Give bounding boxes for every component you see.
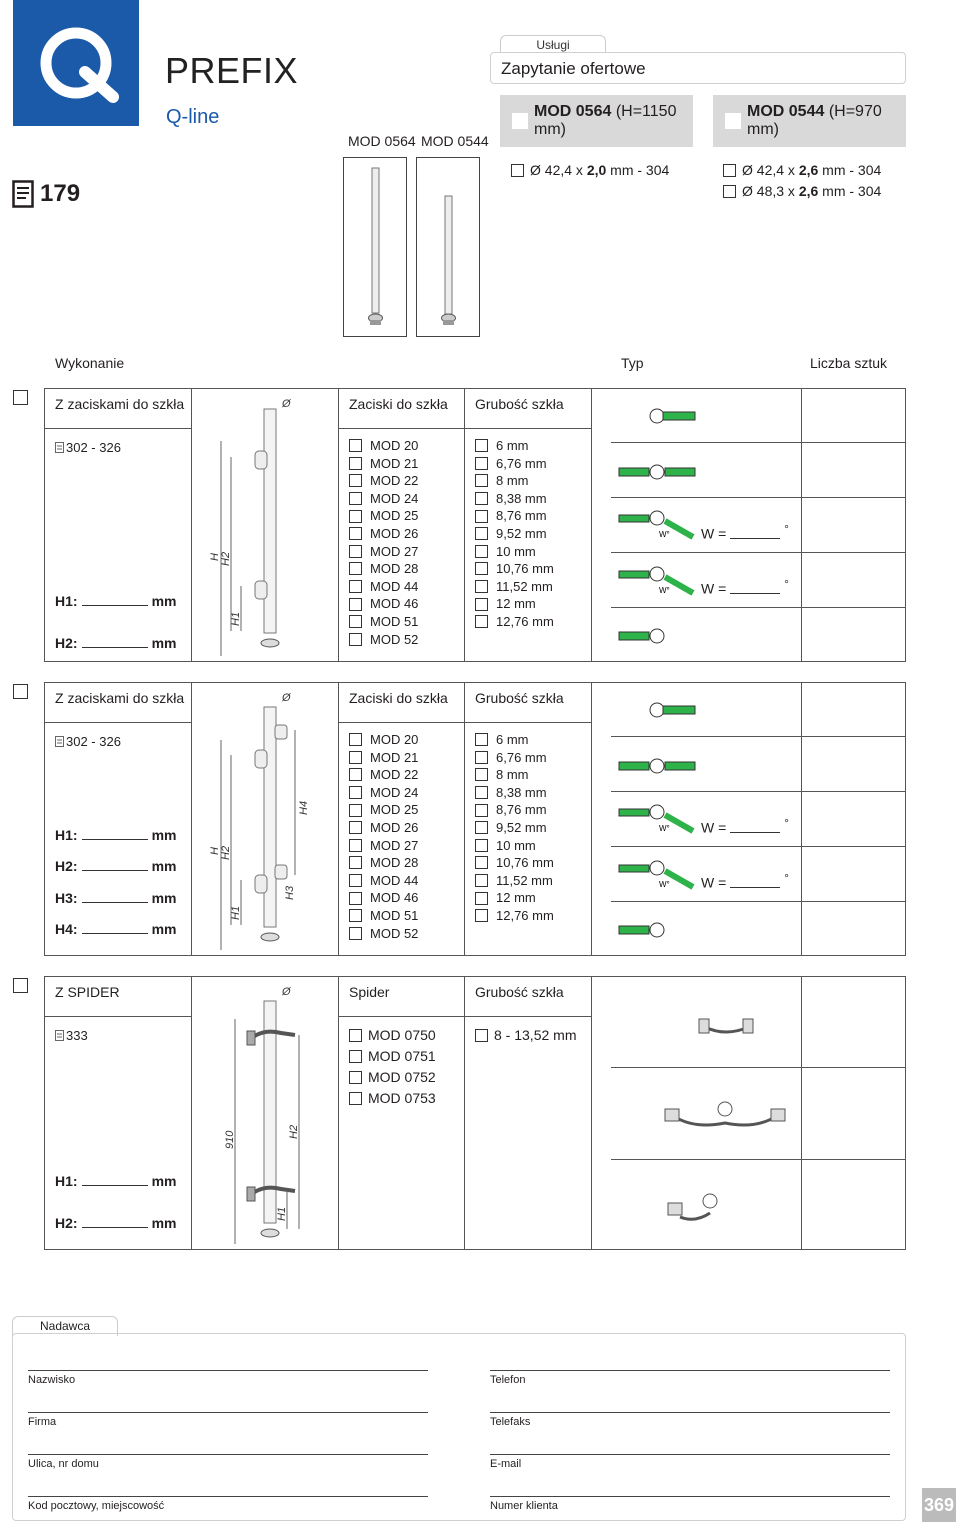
field-nazwisko[interactable]: Nazwisko (28, 1374, 76, 1386)
h4-input[interactable]: H4: mm (55, 921, 177, 937)
opt-wall: 2,0 (586, 162, 607, 178)
clamp-option[interactable]: MOD 26 (349, 525, 418, 543)
thickness-option[interactable]: 6 mm (475, 437, 554, 455)
section1-checkbox[interactable] (13, 390, 28, 405)
section-title: Z zaciskami do szkła (55, 396, 185, 412)
checkbox[interactable] (725, 113, 741, 129)
opt-text: Ø 42,4 x (742, 162, 799, 178)
spider-single-icon (685, 1007, 765, 1047)
svg-text:W°: W° (659, 880, 670, 889)
opt-text: Ø 42,4 x (530, 162, 587, 178)
thickness-option[interactable]: 6 mm (475, 731, 554, 749)
clamp-option[interactable]: MOD 46 (349, 889, 418, 907)
angle-input[interactable]: W = ° (701, 578, 789, 597)
col-thickness: Grubość szkła (475, 690, 564, 706)
thickness-option[interactable]: 12,76 mm (475, 907, 554, 925)
ref-text: 333 (66, 1028, 88, 1043)
svg-text:W°: W° (659, 586, 670, 595)
svg-text:910: 910 (224, 1130, 236, 1149)
dim-label: H (209, 553, 221, 561)
clamp-option[interactable]: MOD 20 (349, 731, 418, 749)
option-48-2-6[interactable] (723, 183, 881, 199)
clamp-option[interactable]: MOD 28 (349, 560, 418, 578)
clamp-option[interactable]: MOD 21 (349, 749, 418, 767)
opt-text: mm - 304 (606, 162, 670, 178)
field-telefon[interactable]: Telefon (490, 1374, 526, 1386)
post-diagram-icon (195, 685, 335, 953)
clamp-type-inline-icon (615, 751, 725, 781)
col-clamps: Zaciski do szkła (349, 396, 448, 412)
page-ref-number: 179 (40, 180, 81, 207)
svg-text:H: H (209, 847, 221, 855)
ref-text: 302 - 326 (66, 734, 121, 749)
thickness-option[interactable]: 9,52 mm (475, 819, 554, 837)
opt-text: mm - 304 (818, 162, 882, 178)
svg-text:H4: H4 (298, 800, 310, 815)
opt-wall: 2,6 (798, 162, 819, 178)
input-label: H2: (55, 635, 78, 651)
product-code: MOD 0544 (747, 103, 825, 120)
thickness-option[interactable]: 10 mm (475, 543, 554, 561)
svg-text:H1: H1 (230, 905, 242, 920)
h3-input[interactable]: H3: mm (55, 890, 177, 906)
spider-list (349, 1025, 436, 1109)
input-label: H1: (55, 593, 78, 609)
field-telefaks[interactable]: Telefaks (490, 1416, 531, 1428)
page-reference (12, 180, 80, 208)
clamp-option[interactable]: MOD 27 (349, 543, 418, 561)
page-number: 369 (922, 1488, 956, 1522)
svg-text:W°: W° (659, 824, 670, 833)
mod-label-2: MOD 0544 (421, 133, 489, 149)
section-title: Z zaciskami do szkła (55, 690, 185, 706)
product-image-1 (343, 157, 407, 337)
clamp-list (349, 437, 418, 648)
col-wykonanie: Wykonanie (55, 355, 125, 371)
thickness-option[interactable]: 12 mm (475, 889, 554, 907)
spider-option[interactable]: MOD 0750 (349, 1025, 436, 1046)
clamp-option[interactable]: MOD 24 (349, 490, 418, 508)
document-icon (55, 736, 64, 747)
thickness-option[interactable]: 12,76 mm (475, 613, 554, 631)
mod-label-1: MOD 0564 (348, 133, 416, 149)
h1-input[interactable]: H1: mm (55, 827, 177, 843)
thickness-option[interactable]: 8,76 mm (475, 507, 554, 525)
thickness-option[interactable]: 8,38 mm (475, 784, 554, 802)
catalog-ref (55, 734, 121, 749)
clamp-option[interactable]: MOD 20 (349, 437, 418, 455)
clamp-option[interactable]: MOD 22 (349, 472, 418, 490)
clamp-option[interactable]: MOD 44 (349, 578, 418, 596)
thickness-option[interactable]: 10,76 mm (475, 560, 554, 578)
clamp-option[interactable]: MOD 24 (349, 784, 418, 802)
product-header-0564[interactable] (500, 95, 693, 147)
clamp-type-side-icon (615, 621, 705, 651)
angle-input[interactable]: W = ° (701, 817, 789, 836)
spider-double-icon (655, 1097, 795, 1137)
col-liczba: Liczba sztuk (810, 355, 888, 371)
sender-tab[interactable]: Nadawca (12, 1316, 118, 1336)
opt-text: Ø 48,3 x (742, 183, 799, 199)
thickness-option[interactable]: 11,52 mm (475, 578, 554, 596)
opt-text: mm - 304 (818, 183, 882, 199)
field-email[interactable]: E-mail (490, 1458, 522, 1470)
svg-text:H3: H3 (284, 885, 296, 900)
h2-input[interactable]: H2: mm (55, 1215, 177, 1231)
clamp-option[interactable]: MOD 21 (349, 455, 418, 473)
product-code: MOD 0564 (534, 103, 612, 120)
services-title: Zapytanie ofertowe (490, 52, 906, 84)
clamp-option[interactable]: MOD 25 (349, 507, 418, 525)
thickness-list (475, 437, 554, 631)
checkbox[interactable] (512, 113, 528, 129)
svg-text:H2: H2 (220, 845, 232, 860)
document-icon (55, 1030, 64, 1041)
spider-option[interactable]: MOD 0751 (349, 1046, 436, 1067)
clamp-option[interactable]: MOD 26 (349, 819, 418, 837)
clamp-type-inline-icon (615, 457, 725, 487)
h1-input[interactable]: H1: mm (55, 1173, 177, 1189)
clamp-type-side-icon (615, 915, 705, 945)
col-clamps: Zaciski do szkła (349, 690, 448, 706)
document-icon (55, 442, 64, 453)
clamp-option[interactable]: MOD 51 (349, 613, 418, 631)
clamp-type-end-icon (615, 695, 705, 725)
checkbox[interactable] (723, 185, 736, 198)
thickness-option[interactable]: 8 mm (475, 766, 554, 784)
section-2 (44, 682, 906, 956)
clamp-option[interactable]: MOD 22 (349, 766, 418, 784)
clamp-list (349, 731, 418, 942)
clamp-option[interactable]: MOD 52 (349, 925, 418, 943)
dim-label: H2 (220, 551, 232, 566)
services-tab[interactable]: Usługi (500, 35, 606, 55)
field-kod[interactable]: Kod pocztowy, miejscowość (28, 1500, 165, 1512)
option-42-2-6[interactable] (723, 162, 881, 178)
clamp-option[interactable]: MOD 46 (349, 595, 418, 613)
clamp-option[interactable]: MOD 44 (349, 872, 418, 890)
thickness-list (475, 731, 554, 925)
thickness-option[interactable]: 8 mm (475, 472, 554, 490)
catalog-ref (55, 1028, 88, 1043)
clamp-option[interactable]: MOD 52 (349, 631, 418, 649)
clamp-option[interactable]: MOD 51 (349, 907, 418, 925)
dim-label: H1 (230, 611, 242, 626)
thickness-option[interactable]: 10,76 mm (475, 854, 554, 872)
thickness-option[interactable]: 11,52 mm (475, 872, 554, 890)
post-icon (344, 158, 408, 338)
svg-text:H1: H1 (276, 1206, 288, 1221)
h1-input[interactable] (55, 593, 176, 609)
spider-post-diagram-icon (195, 979, 335, 1247)
brand-logo (13, 0, 139, 126)
col-typ: Typ (621, 355, 644, 371)
h2-input[interactable]: H2: mm (55, 858, 177, 874)
col-spider: Spider (349, 984, 390, 1000)
product-height: (H=1150 mm) (534, 103, 677, 138)
angle-input[interactable]: W = ° (701, 523, 789, 542)
svg-text:Ø: Ø (282, 692, 291, 704)
spider-option[interactable]: MOD 0753 (349, 1088, 436, 1109)
spider-thickness-option[interactable]: 8 - 13,52 mm (475, 1027, 576, 1043)
document-icon (12, 180, 34, 208)
sub-brand: Q-line (166, 106, 220, 128)
opt-wall: 2,6 (798, 183, 819, 199)
angle-input[interactable]: W = ° (701, 872, 789, 891)
diam-label: Ø (282, 398, 291, 410)
svg-text:W°: W° (659, 530, 670, 539)
spider-option[interactable]: MOD 0752 (349, 1067, 436, 1088)
thickness-option[interactable]: 12 mm (475, 595, 554, 613)
post-diagram-icon (195, 391, 335, 659)
field-firma[interactable]: Firma (28, 1416, 57, 1428)
spider-angle-icon (660, 1187, 770, 1227)
brand-name: PREFIX (165, 50, 299, 91)
h2-input[interactable] (55, 635, 176, 651)
svg-text:Ø: Ø (282, 986, 291, 998)
section-1 (44, 388, 906, 662)
checkbox[interactable] (723, 164, 736, 177)
post-icon (417, 158, 481, 338)
product-header-0544[interactable] (713, 95, 906, 147)
catalog-ref (55, 440, 121, 455)
thickness-option[interactable]: 8,76 mm (475, 801, 554, 819)
thickness-option[interactable]: 6,76 mm (475, 455, 554, 473)
section3-checkbox[interactable] (13, 978, 28, 993)
option-42-2-0[interactable] (511, 162, 669, 178)
section-3 (44, 976, 906, 1250)
product-image-2 (416, 157, 480, 337)
thickness-option[interactable]: 6,76 mm (475, 749, 554, 767)
clamp-option[interactable]: MOD 27 (349, 837, 418, 855)
sender-form (12, 1333, 906, 1521)
thickness-option[interactable]: 8,38 mm (475, 490, 554, 508)
col-thickness: Grubość szkła (475, 984, 564, 1000)
thickness-option[interactable]: 9,52 mm (475, 525, 554, 543)
unit: mm (151, 635, 177, 651)
section-title: Z SPIDER (55, 984, 120, 1000)
field-ulica[interactable]: Ulica, nr domu (28, 1458, 99, 1470)
ref-text: 302 - 326 (66, 440, 121, 455)
thickness-option[interactable]: 10 mm (475, 837, 554, 855)
field-numer-klienta[interactable]: Numer klienta (490, 1500, 558, 1512)
clamp-type-end-icon (615, 401, 705, 431)
unit: mm (151, 593, 177, 609)
section2-checkbox[interactable] (13, 684, 28, 699)
checkbox[interactable] (511, 164, 524, 177)
clamp-option[interactable]: MOD 25 (349, 801, 418, 819)
col-thickness: Grubość szkła (475, 396, 564, 412)
product-height: (H=970 mm) (747, 103, 882, 138)
svg-text:H2: H2 (288, 1124, 300, 1139)
q-logo-icon (13, 0, 139, 126)
clamp-option[interactable]: MOD 28 (349, 854, 418, 872)
